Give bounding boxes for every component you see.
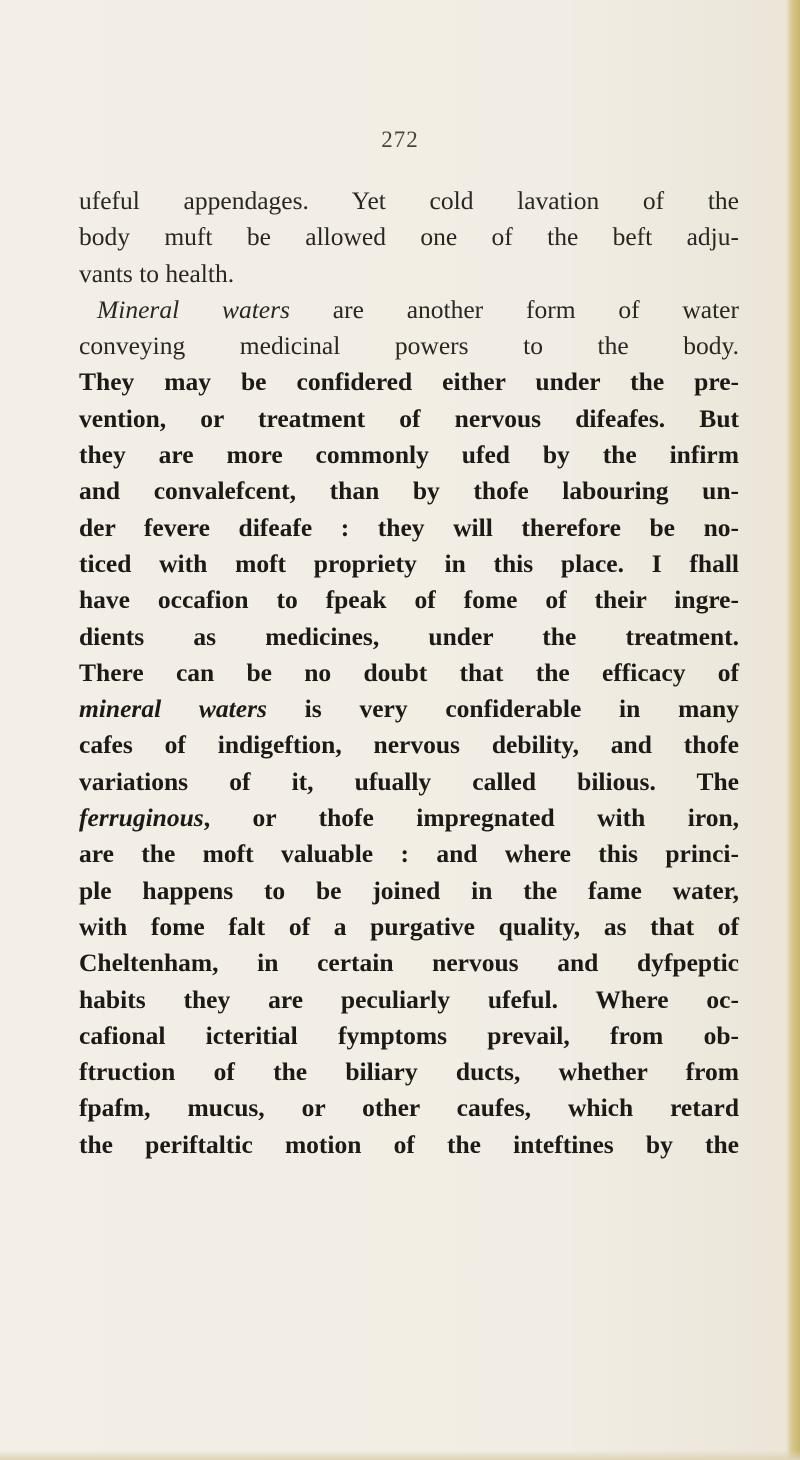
text-run: are another form of water bbox=[289, 294, 739, 324]
text-line: are the moft valuable : and where this princi- bbox=[79, 839, 739, 869]
text-line: ufeful appendages. Yet cold lavation of the bbox=[79, 186, 739, 215]
text-line bbox=[79, 292, 739, 328]
text-line: variations of it, ufually called bilious. The bbox=[79, 766, 739, 796]
text-line: habits they are peculiarly ufeful. Where oc- bbox=[79, 984, 739, 1014]
body-text bbox=[79, 183, 739, 1163]
italic-term: mineral waters bbox=[79, 694, 267, 724]
text-line: Cheltenham, in certain nervous and dyfpeptic bbox=[79, 948, 739, 978]
page-bottom-edge bbox=[0, 1450, 800, 1460]
text-line: vention, or treatment of nervous difeafes. But bbox=[79, 403, 739, 433]
page-edge bbox=[786, 0, 800, 1460]
italic-term: ferruginous bbox=[79, 803, 204, 833]
text-line: and convalefcent, than by thofe labouring un- bbox=[79, 476, 739, 506]
text-line: dients as medicines, under the treatment. bbox=[79, 621, 739, 651]
text-line: the periftaltic motion of the inteftines by the bbox=[79, 1129, 739, 1159]
text-line: fpafm, mucus, or other caufes, which retard bbox=[79, 1093, 739, 1123]
text-line: There can be no doubt that the efficacy of bbox=[79, 657, 739, 687]
text-line bbox=[79, 691, 739, 727]
text-line: ticed with moft propriety in this place. I fhall bbox=[79, 548, 739, 578]
text-line: vants to health. bbox=[79, 258, 235, 288]
text-line bbox=[79, 800, 739, 836]
text-line: cafes of indigeftion, nervous debility, and thofe bbox=[79, 730, 739, 760]
text-run: , or thofe impregnated with iron, bbox=[203, 803, 739, 833]
page-number: 272 bbox=[381, 127, 419, 152]
text-line: cafional icteritial fymptoms prevail, from ob- bbox=[79, 1020, 739, 1050]
text-line: they are more commonly ufed by the infirm bbox=[79, 440, 739, 470]
text-line: have occafion to fpeak of fome of their ingre- bbox=[79, 585, 739, 615]
italic-term: Mineral waters bbox=[97, 294, 290, 324]
text-run: is very confiderable in many bbox=[266, 694, 739, 724]
text-line: conveying medicinal powers to the body. bbox=[79, 331, 739, 361]
text-line: der fevere difeafe : they will therefore be no- bbox=[79, 512, 739, 542]
text-line: body muft be allowed one of the beft adju- bbox=[79, 222, 739, 252]
text-line: ple happens to be joined in the fame water, bbox=[79, 875, 739, 905]
text-line: ftruction of the biliary ducts, whether from bbox=[79, 1057, 739, 1087]
text-line: with fome falt of a purgative quality, as that of bbox=[79, 911, 739, 941]
text-line: They may be confidered either under the pre- bbox=[79, 367, 739, 397]
